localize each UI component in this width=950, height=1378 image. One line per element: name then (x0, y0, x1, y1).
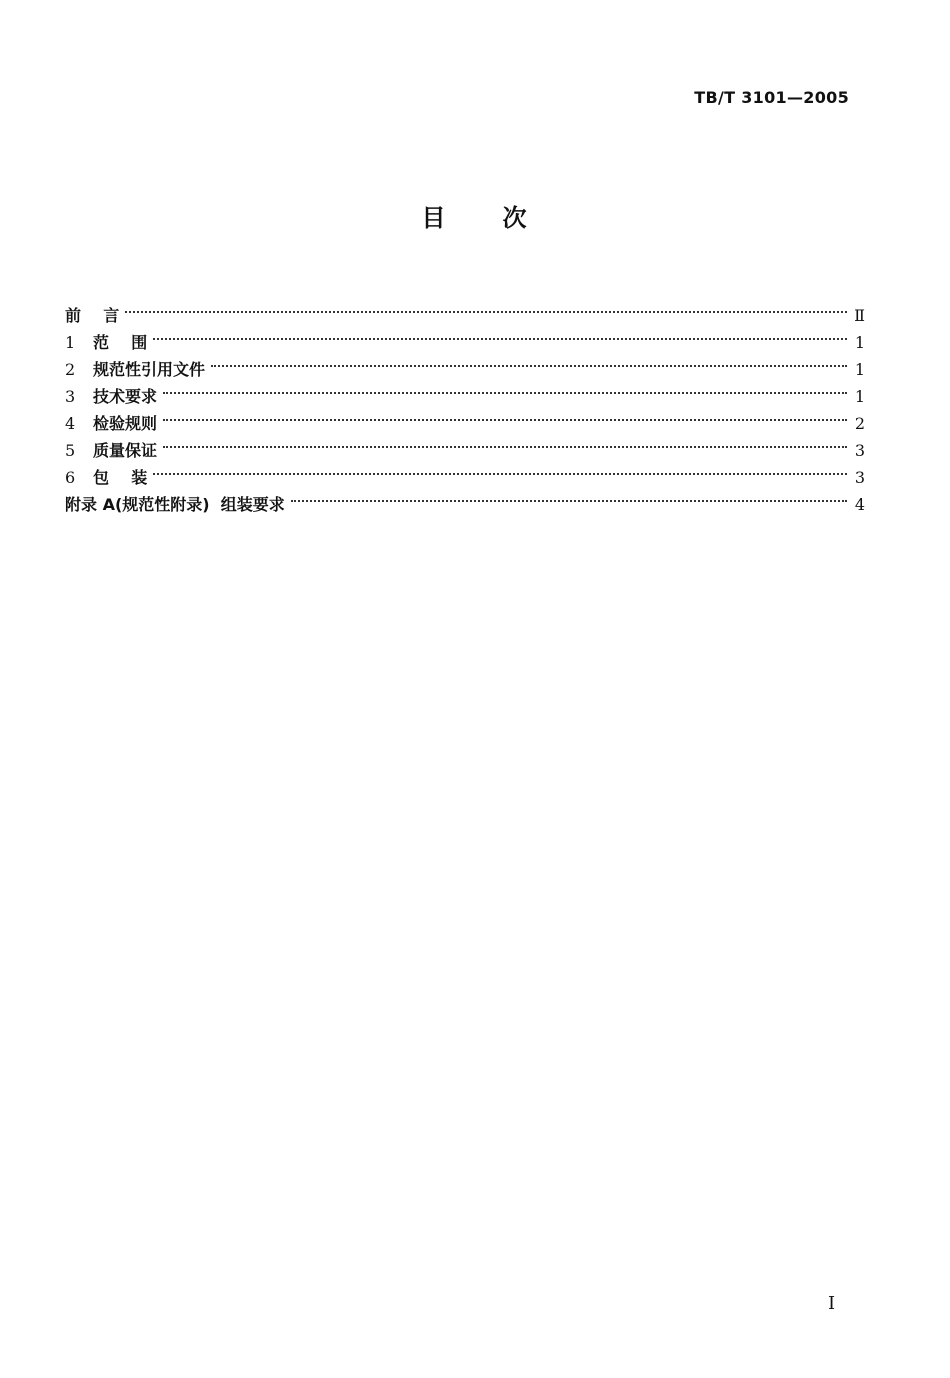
toc-item-number: 4 (65, 414, 76, 433)
toc-item-label: 包 装 (93, 468, 148, 487)
toc-item-quality-assurance[interactable] (65, 429, 865, 460)
toc-item-number: 1 (65, 333, 76, 352)
toc-item-label: 质量保证 (93, 441, 158, 460)
toc-item-label: 附录 A(规范性附录) 组装要求 (65, 495, 285, 514)
toc-item-number: 3 (65, 387, 76, 406)
toc-item-label: 技术要求 (93, 387, 158, 406)
toc-item-page: Ⅱ (854, 306, 865, 325)
toc-item-page: 1 (854, 333, 865, 352)
toc-item-page: 4 (854, 495, 865, 514)
title-char-2: 次 (502, 204, 529, 232)
toc-leader-dots (163, 402, 847, 429)
toc-item-number: 5 (65, 441, 76, 460)
toc-item-page: 2 (854, 414, 865, 433)
toc-item-foreword[interactable] (65, 294, 865, 325)
page-title (0, 198, 950, 233)
toc-item-label: 范 围 (93, 333, 148, 352)
toc-item-page: 1 (854, 360, 865, 379)
table-of-contents (65, 294, 865, 514)
title-char-1: 目 (421, 204, 448, 232)
toc-leader-dots (291, 483, 847, 510)
toc-item-scope[interactable] (65, 321, 865, 352)
toc-leader-dots (163, 429, 847, 456)
toc-item-label: 规范性引用文件 (93, 360, 206, 379)
toc-item-page: 1 (854, 387, 865, 406)
standard-code: TB/T 3101—2005 (694, 88, 849, 107)
toc-item-packaging[interactable] (65, 456, 865, 487)
toc-leader-dots (125, 294, 847, 321)
toc-leader-dots (163, 375, 847, 402)
toc-item-number: 2 (65, 360, 76, 379)
toc-item-inspection-rules[interactable] (65, 402, 865, 433)
toc-item-number: 6 (65, 468, 76, 487)
toc-item-page: 3 (854, 468, 865, 487)
page-number: I (828, 1293, 836, 1314)
toc-item-label: 前 言 (65, 306, 120, 325)
toc-leader-dots (211, 348, 847, 375)
toc-item-appendix-a[interactable] (65, 483, 865, 514)
toc-item-page: 3 (854, 441, 865, 460)
toc-item-normative-references[interactable] (65, 348, 865, 379)
toc-item-technical-requirements[interactable] (65, 375, 865, 406)
toc-leader-dots (153, 321, 847, 348)
toc-leader-dots (153, 456, 847, 483)
toc-item-label: 检验规则 (93, 414, 158, 433)
